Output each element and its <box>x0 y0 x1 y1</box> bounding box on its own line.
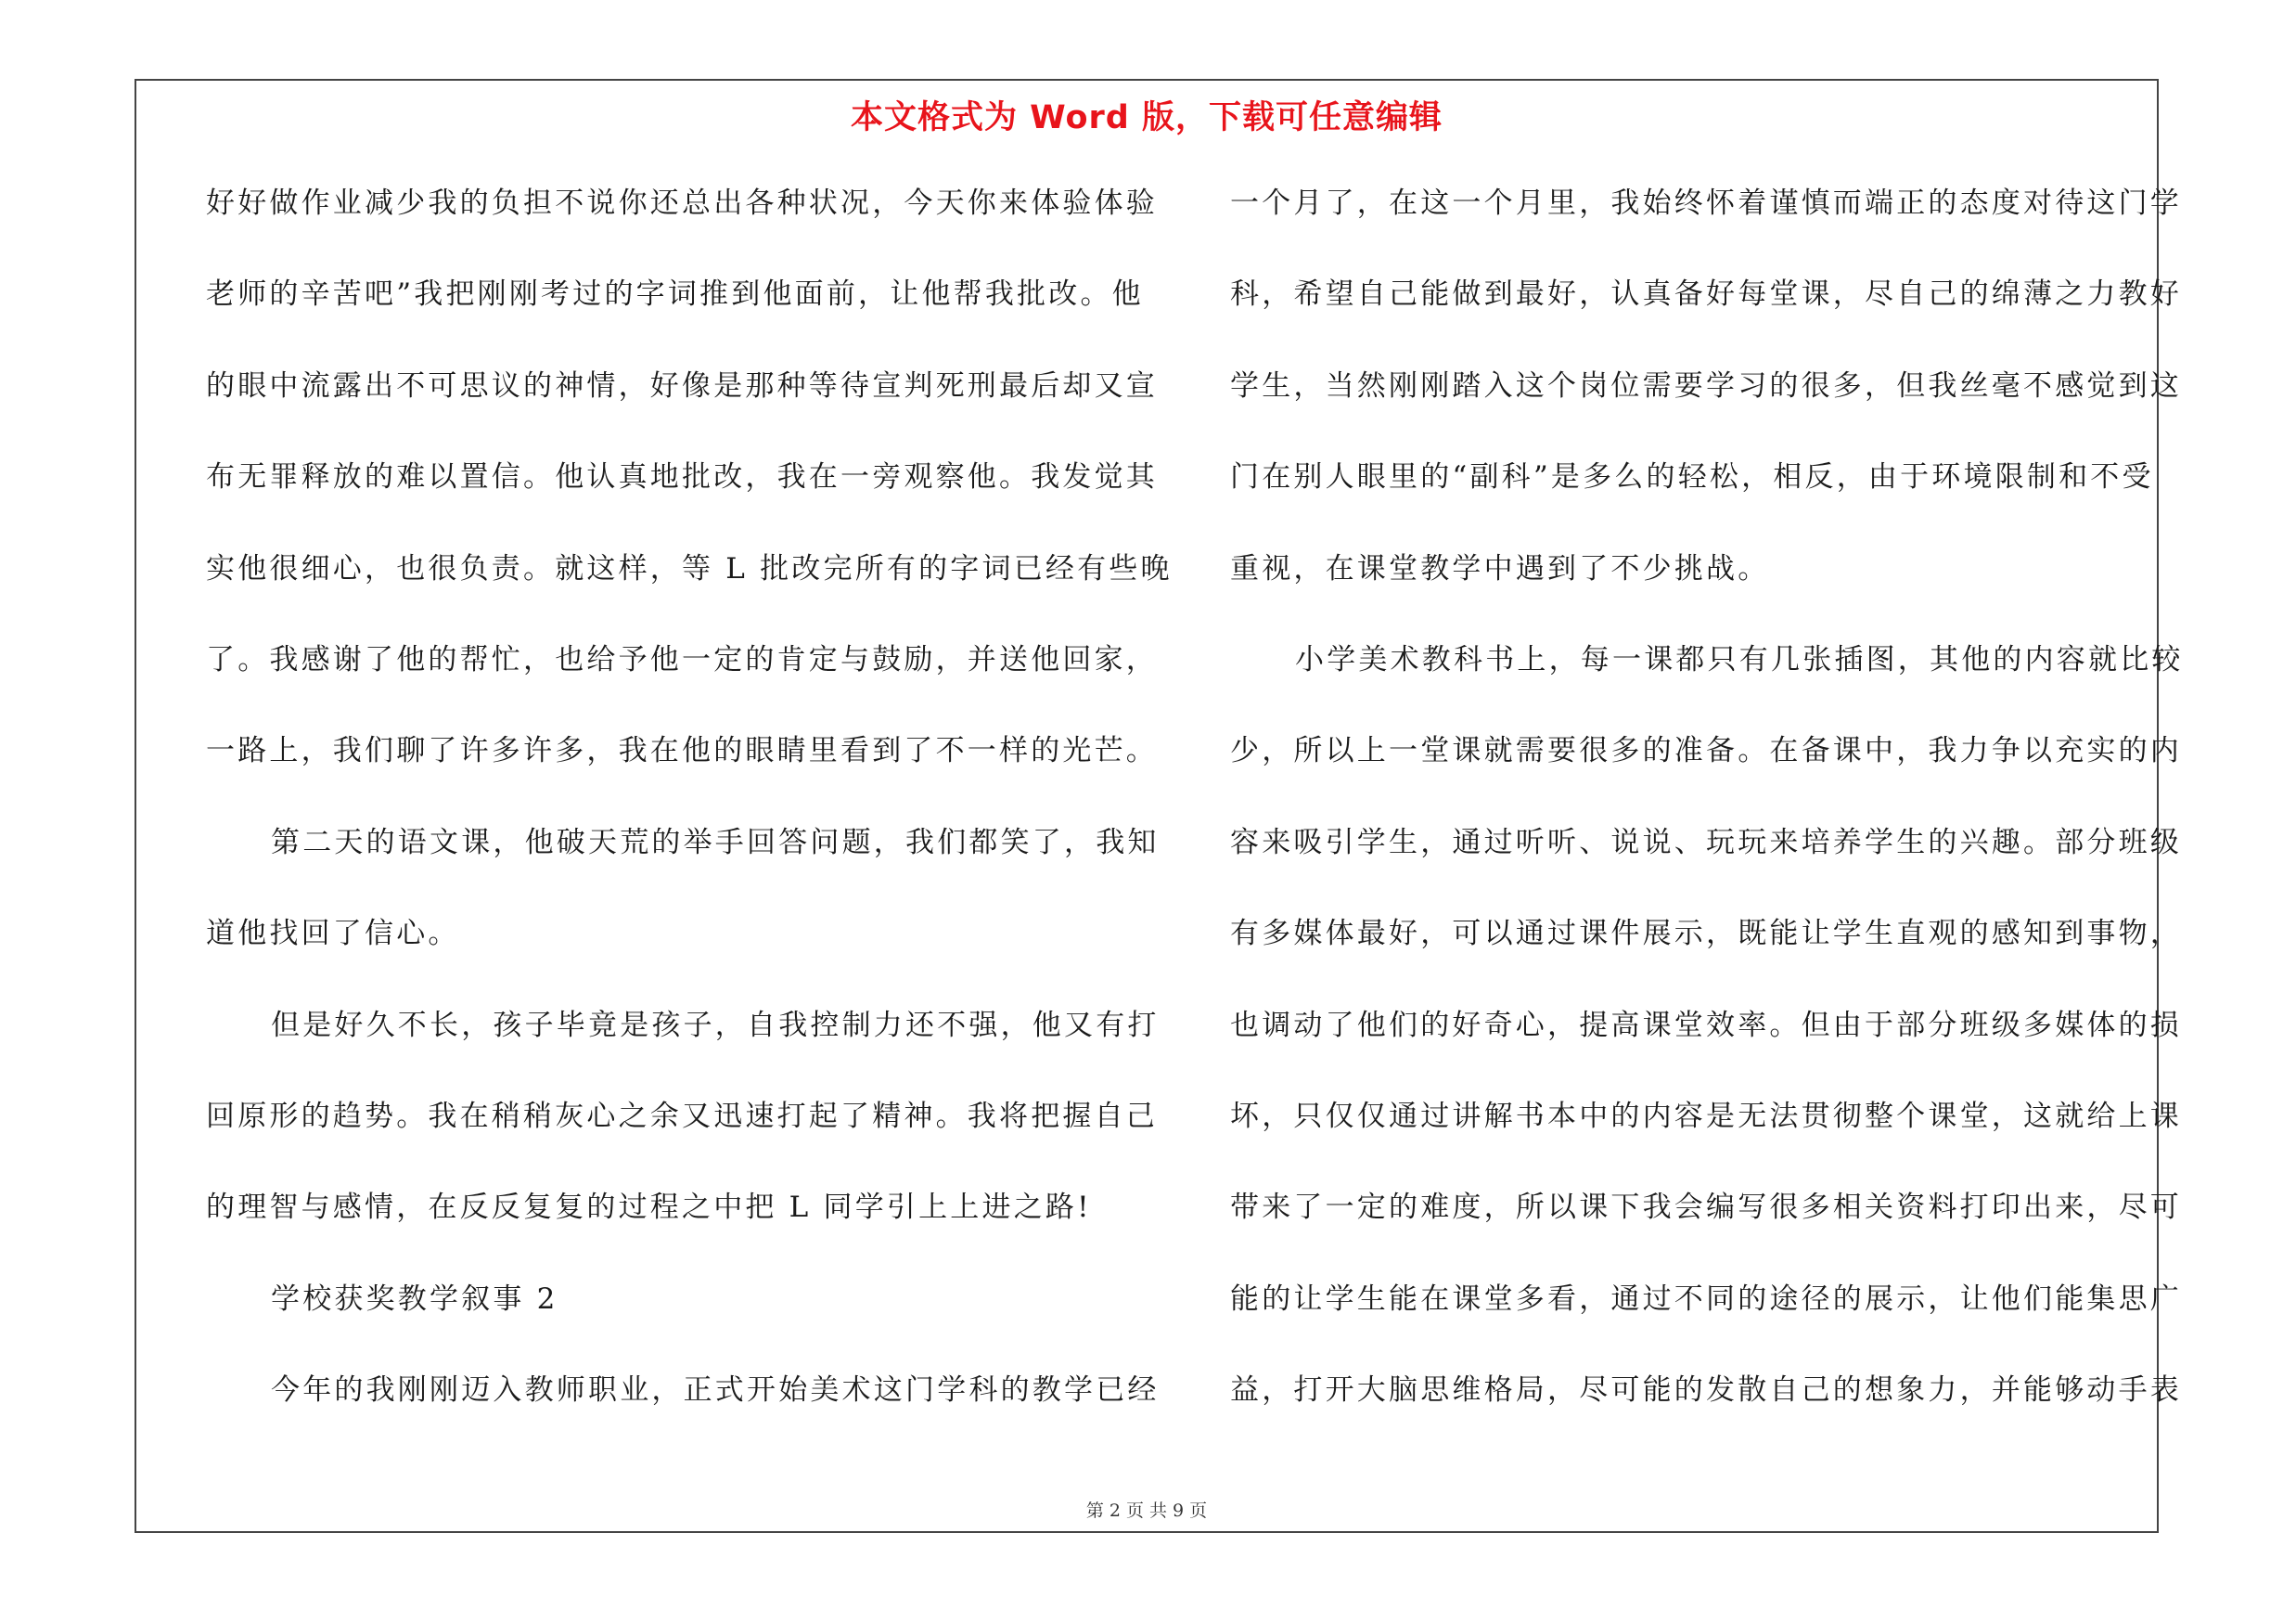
text-line: 布无罪释放的难以置信。他认真地批改，我在一旁观察他。我发觉其 <box>206 460 1158 495</box>
text-line: 少，所以上一堂课就需要很多的准备。在备课中，我力争以充实的内 <box>1230 734 2182 768</box>
right-text-column <box>1230 173 2184 1450</box>
text-line: 了。我感谢了他的帮忙，也给予他一定的肯定与鼓励，并送他回家， <box>206 642 1158 676</box>
text-line: 带来了一定的难度，所以课下我会编写很多相关资料打印出来，尽可 <box>1230 1191 2182 1225</box>
text-line: 益，打开大脑思维格局，尽可能的发散自己的想象力，并能够动手表 <box>1230 1373 2182 1408</box>
text-line: 学生，当然刚刚踏入这个岗位需要学习的很多，但我丝毫不感觉到这 <box>1230 368 2182 403</box>
text-line: 实他很细心，也很负责。就这样，等 L 批改完所有的字词已经有些晚 <box>206 551 1173 586</box>
left-text-column <box>206 173 1173 1450</box>
text-line: 好好做作业减少我的负担不说你还总出各种状况，今天你来体验体验 <box>206 187 1158 220</box>
text-line: 门在别人眼里的“副科”是多么的轻松，相反，由于环境限制和不受 <box>1230 460 2154 495</box>
page-number-footer: 第 2 页 共 9 页 <box>1085 1501 1208 1521</box>
word-format-banner: 本文格式为 Word 版，下载可任意编辑 <box>850 99 1443 136</box>
text-line: 的眼中流露出不可思议的神情，好像是那种等待宣判死刑最后却又宣 <box>206 368 1158 403</box>
text-line: 学校获奖教学叙事 2 <box>271 1282 558 1316</box>
text-line: 有多媒体最好，可以通过课件展示，既能让学生直观的感知到事物， <box>1230 917 2182 951</box>
text-line: 容来吸引学生，通过听听、说说、玩玩来培养学生的兴趣。部分班级 <box>1230 825 2182 859</box>
text-line: 今年的我刚刚迈入教师职业，正式开始美术这门学科的教学已经 <box>271 1373 1160 1408</box>
text-line: 一个月了，在这一个月里，我始终怀着谨慎而端正的态度对待这门学 <box>1230 187 2182 220</box>
text-line: 但是好久不长，孩子毕竟是孩子，自我控制力还不强，他又有打 <box>271 1008 1160 1042</box>
text-line: 第二天的语文课，他破天荒的举手回答问题，我们都笑了，我知 <box>271 825 1160 859</box>
text-line: 重视，在课堂教学中遇到了不少挑战。 <box>1230 551 1770 586</box>
text-line: 也调动了他们的好奇心，提高课堂效率。但由于部分班级多媒体的损 <box>1230 1008 2182 1042</box>
text-line: 道他找回了信心。 <box>206 917 460 951</box>
text-line: 老师的辛苦吧”我把刚刚考过的字词推到他面前，让他帮我批改。他 <box>206 277 1144 312</box>
text-line: 能的让学生能在课堂多看，通过不同的途径的展示，让他们能集思广 <box>1230 1282 2182 1316</box>
text-line: 回原形的趋势。我在稍稍灰心之余又迅速打起了精神。我将把握自己 <box>206 1099 1158 1133</box>
text-line: 科，希望自己能做到最好，认真备好每堂课，尽自己的绵薄之力教好 <box>1230 277 2182 312</box>
text-line: 小学美术教科书上，每一课都只有几张插图，其他的内容就比较 <box>1295 642 2184 676</box>
text-line: 一路上，我们聊了许多许多，我在他的眼睛里看到了不一样的光芒。 <box>206 734 1158 768</box>
text-line: 的理智与感情，在反反复复的过程之中把 L 同学引上上进之路! <box>206 1191 1092 1225</box>
text-line: 坏，只仅仅通过讲解书本中的内容是无法贯彻整个课堂，这就给上课 <box>1230 1099 2182 1133</box>
